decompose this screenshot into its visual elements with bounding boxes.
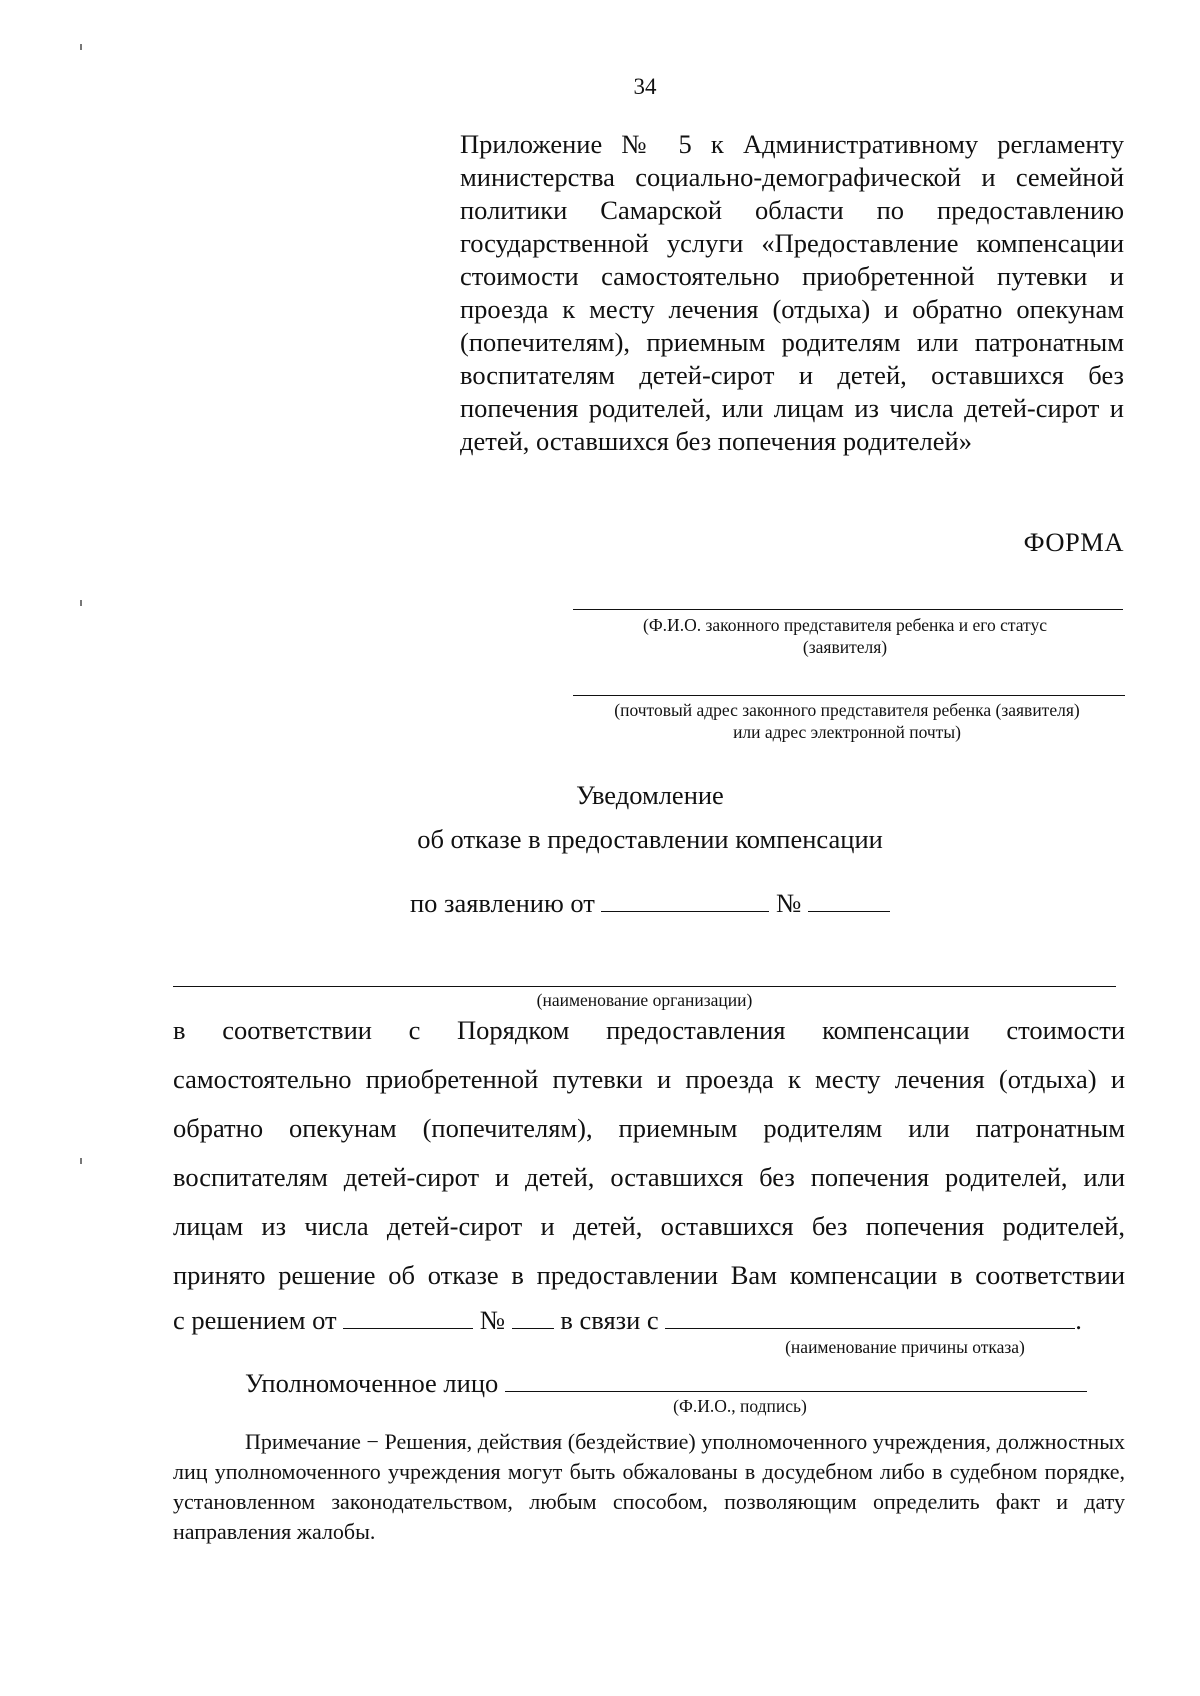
application-number-sign: № — [776, 888, 802, 918]
authorized-person-signature-field[interactable] — [505, 1369, 1087, 1392]
organization-name-line[interactable] — [173, 986, 1116, 987]
organization-caption: (наименование организации) — [536, 990, 753, 1010]
application-date-field[interactable] — [601, 889, 769, 912]
decision-number-sign: № — [479, 1305, 506, 1335]
margin-mark — [80, 1158, 82, 1164]
application-number-field[interactable] — [808, 889, 890, 912]
body-line: принято решение об отказе в предоставлении Вам компенсации в соответствии — [173, 1260, 1125, 1290]
body-line: лицам из числа детей-сирот и детей, оставшихся без попечения родителей, — [173, 1211, 1125, 1241]
margin-mark — [80, 44, 82, 50]
notice-title: Уведомление — [576, 780, 724, 810]
applicant-address-line[interactable] — [573, 695, 1125, 696]
reason-caption: (наименование причины отказа) — [785, 1337, 1025, 1357]
form-label: ФОРМА — [1023, 527, 1124, 557]
address-caption — [560, 699, 1134, 743]
note-text: Примечание − Решения, действия (бездействие) уполномоченного учреждения, должностных лиц уполномоченного учреждения могут быть обжалованы в досудебном либо в судебном порядке, установленном законодательством, любым способом, позволяющим определить факт и дату направления жалобы. — [173, 1429, 1125, 1544]
body-line: обратно опекунам (попечителям), приемным родителям или патронатным — [173, 1113, 1125, 1143]
notice-body — [173, 1006, 1125, 1300]
body-line: воспитателям детей-сирот и детей, оставшихся без попечения родителей, или — [173, 1162, 1125, 1192]
application-line — [0, 888, 1200, 919]
decision-prefix: с решением от — [173, 1305, 337, 1335]
decision-end: . — [1075, 1305, 1082, 1335]
address-caption-line: или адрес электронной почты) — [733, 722, 961, 742]
decision-number-field[interactable] — [512, 1306, 554, 1329]
signature-caption: (Ф.И.О., подпись) — [673, 1396, 807, 1416]
body-line: в соответствии с Порядком предоставления компенсации стоимости — [173, 1015, 1125, 1045]
applicant-caption — [560, 614, 1130, 658]
applicant-name-line[interactable] — [573, 609, 1123, 610]
decision-date-field[interactable] — [343, 1306, 473, 1329]
notice-subtitle: об отказе в предоставлении компенсации — [417, 824, 883, 854]
decision-line — [173, 1305, 1082, 1336]
address-caption-line: (почтовый адрес законного представителя ребенка (заявителя) — [614, 700, 1080, 720]
decision-reason-prefix: в связи с — [560, 1305, 659, 1335]
decision-reason-field[interactable] — [665, 1306, 1075, 1329]
authorized-person-label: Уполномоченное лицо — [245, 1368, 499, 1398]
applicant-caption-line: (заявителя) — [802, 637, 888, 657]
page-number: 34 — [633, 74, 657, 99]
applicant-caption-line: (Ф.И.О. законного представителя ребенка и его статус — [643, 615, 1047, 635]
body-line: самостоятельно приобретенной путевки и проезда к месту лечения (отдыха) и — [173, 1064, 1125, 1094]
margin-mark — [80, 600, 82, 606]
appendix-header: Приложение № 5 к Административному регламенту министерства социально-демографической и семейной политики Самарской области по предоставлению государственной услуги «Предоставление компенсации стоимости самостоятельно приобретенной путевки и проезда к месту лечения (отдыха) и обратно опекунам (попечителям), приемным родителям или патронатным воспитателям детей-сирот и детей, оставшихся без попечения родителей, или лицам из числа детей-сирот и детей, оставшихся без попечения родителей» — [460, 129, 1124, 456]
application-prefix: по заявлению от — [409, 888, 595, 918]
note — [173, 1427, 1125, 1547]
